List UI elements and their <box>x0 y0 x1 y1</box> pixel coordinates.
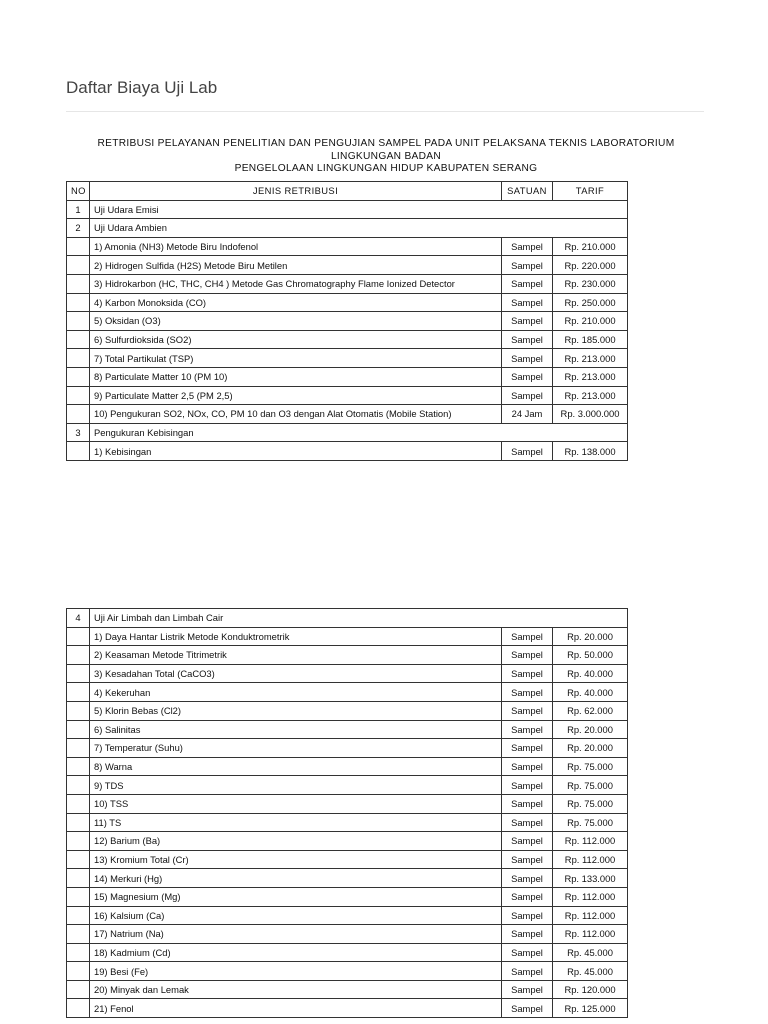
item-name-cell: 9) Particulate Matter 2,5 (PM 2,5) <box>90 386 502 405</box>
header-tarif: TARIF <box>553 182 628 201</box>
item-name-cell: 2) Keasaman Metode Titrimetrik <box>90 646 502 665</box>
row-number-cell <box>67 720 90 739</box>
item-tarif-cell: Rp. 20.000 <box>553 739 628 758</box>
header-satuan: SATUAN <box>502 182 553 201</box>
row-number-cell <box>67 237 90 256</box>
row-number-cell <box>67 739 90 758</box>
row-number-cell <box>67 850 90 869</box>
item-tarif-cell: Rp. 210.000 <box>553 312 628 331</box>
table-row <box>67 293 628 312</box>
item-tarif-cell: Rp. 20.000 <box>553 627 628 646</box>
item-name-cell: 19) Besi (Fe) <box>90 962 502 981</box>
table-row <box>67 442 628 461</box>
item-name-cell: 7) Total Partikulat (TSP) <box>90 349 502 368</box>
table-row <box>67 813 628 832</box>
item-satuan-cell: Sampel <box>502 237 553 256</box>
item-name-cell: 16) Kalsium (Ca) <box>90 906 502 925</box>
section-number: 1 <box>67 200 90 219</box>
item-satuan-cell: Sampel <box>502 850 553 869</box>
item-satuan-cell: Sampel <box>502 720 553 739</box>
item-satuan-cell: Sampel <box>502 701 553 720</box>
item-name-cell: 13) Kromium Total (Cr) <box>90 850 502 869</box>
row-number-cell <box>67 627 90 646</box>
fee-table-1 <box>66 181 628 461</box>
row-number-cell <box>67 256 90 275</box>
item-satuan-cell: Sampel <box>502 925 553 944</box>
section-label: Uji Udara Ambien <box>90 219 628 238</box>
section-number: 3 <box>67 423 90 442</box>
row-number-cell <box>67 906 90 925</box>
item-satuan-cell: Sampel <box>502 330 553 349</box>
item-tarif-cell: Rp. 50.000 <box>553 646 628 665</box>
item-name-cell: 10) TSS <box>90 794 502 813</box>
item-satuan-cell: Sampel <box>502 832 553 851</box>
item-satuan-cell: Sampel <box>502 980 553 999</box>
item-name-cell: 1) Daya Hantar Listrik Metode Konduktrometrik <box>90 627 502 646</box>
item-name-cell: 3) Kesadahan Total (CaCO3) <box>90 664 502 683</box>
table-row <box>67 367 628 386</box>
item-satuan-cell: Sampel <box>502 794 553 813</box>
row-number-cell <box>67 386 90 405</box>
document-heading-line-2: PENGELOLAAN LINGKUNGAN HIDUP KABUPATEN SERANG <box>234 163 538 174</box>
item-name-cell: 17) Natrium (Na) <box>90 925 502 944</box>
row-number-cell <box>67 794 90 813</box>
item-satuan-cell: Sampel <box>502 683 553 702</box>
row-number-cell <box>67 925 90 944</box>
row-number-cell <box>67 999 90 1018</box>
fee-table-2 <box>66 608 628 1018</box>
item-name-cell: 8) Particulate Matter 10 (PM 10) <box>90 367 502 386</box>
item-name-cell: 7) Temperatur (Suhu) <box>90 739 502 758</box>
item-tarif-cell: Rp. 3.000.000 <box>553 405 628 424</box>
table-row <box>67 794 628 813</box>
item-tarif-cell: Rp. 75.000 <box>553 813 628 832</box>
row-number-cell <box>67 683 90 702</box>
item-tarif-cell: Rp. 40.000 <box>553 683 628 702</box>
table-row <box>67 999 628 1018</box>
item-tarif-cell: Rp. 125.000 <box>553 999 628 1018</box>
item-satuan-cell: Sampel <box>502 442 553 461</box>
item-name-cell: 18) Kadmium (Cd) <box>90 943 502 962</box>
item-tarif-cell: Rp. 138.000 <box>553 442 628 461</box>
table-row <box>67 274 628 293</box>
item-tarif-cell: Rp. 112.000 <box>553 832 628 851</box>
row-number-cell <box>67 980 90 999</box>
row-number-cell <box>67 405 90 424</box>
row-number-cell <box>67 832 90 851</box>
item-name-cell: 15) Magnesium (Mg) <box>90 887 502 906</box>
item-name-cell: 2) Hidrogen Sulfida (H2S) Metode Biru Metilen <box>90 256 502 275</box>
item-name-cell: 5) Oksidan (O3) <box>90 312 502 331</box>
item-satuan-cell: Sampel <box>502 349 553 368</box>
row-number-cell <box>67 646 90 665</box>
row-number-cell <box>67 701 90 720</box>
item-tarif-cell: Rp. 75.000 <box>553 776 628 795</box>
item-tarif-cell: Rp. 20.000 <box>553 720 628 739</box>
table-row <box>67 237 628 256</box>
item-tarif-cell: Rp. 75.000 <box>553 794 628 813</box>
item-satuan-cell: Sampel <box>502 367 553 386</box>
header-no: NO <box>67 182 90 201</box>
table-row <box>67 869 628 888</box>
item-name-cell: 6) Sulfurdioksida (SO2) <box>90 330 502 349</box>
section-row <box>67 200 628 219</box>
section-label: Pengukuran Kebisingan <box>90 423 628 442</box>
item-tarif-cell: Rp. 213.000 <box>553 349 628 368</box>
item-tarif-cell: Rp. 45.000 <box>553 943 628 962</box>
item-tarif-cell: Rp. 220.000 <box>553 256 628 275</box>
item-name-cell: 6) Salinitas <box>90 720 502 739</box>
row-number-cell <box>67 274 90 293</box>
item-tarif-cell: Rp. 112.000 <box>553 850 628 869</box>
item-tarif-cell: Rp. 213.000 <box>553 367 628 386</box>
section-number: 2 <box>67 219 90 238</box>
row-number-cell <box>67 664 90 683</box>
item-satuan-cell: Sampel <box>502 962 553 981</box>
item-satuan-cell: Sampel <box>502 906 553 925</box>
table-row <box>67 925 628 944</box>
item-tarif-cell: Rp. 112.000 <box>553 887 628 906</box>
item-tarif-cell: Rp. 112.000 <box>553 906 628 925</box>
item-name-cell: 3) Hidrokarbon (HC, THC, CH4 ) Metode Gas Chromatography Flame Ionized Detector <box>90 274 502 293</box>
item-name-cell: 5) Klorin Bebas (Cl2) <box>90 701 502 720</box>
item-name-cell: 1) Amonia (NH3) Metode Biru Indofenol <box>90 237 502 256</box>
item-name-cell: 14) Merkuri (Hg) <box>90 869 502 888</box>
document-heading <box>66 138 706 176</box>
item-tarif-cell: Rp. 213.000 <box>553 386 628 405</box>
item-tarif-cell: Rp. 40.000 <box>553 664 628 683</box>
table-row <box>67 701 628 720</box>
table-row <box>67 627 628 646</box>
section-row <box>67 219 628 238</box>
table-row <box>67 256 628 275</box>
row-number-cell <box>67 293 90 312</box>
item-satuan-cell: Sampel <box>502 386 553 405</box>
item-tarif-cell: Rp. 185.000 <box>553 330 628 349</box>
item-satuan-cell: 24 Jam <box>502 405 553 424</box>
title-divider <box>66 111 704 112</box>
row-number-cell <box>67 442 90 461</box>
table-row <box>67 330 628 349</box>
item-satuan-cell: Sampel <box>502 999 553 1018</box>
item-tarif-cell: Rp. 62.000 <box>553 701 628 720</box>
row-number-cell <box>67 943 90 962</box>
table-row <box>67 349 628 368</box>
item-satuan-cell: Sampel <box>502 943 553 962</box>
item-name-cell: 9) TDS <box>90 776 502 795</box>
section-row <box>67 609 628 628</box>
item-satuan-cell: Sampel <box>502 256 553 275</box>
row-number-cell <box>67 887 90 906</box>
row-number-cell <box>67 312 90 331</box>
row-number-cell <box>67 349 90 368</box>
item-name-cell: 11) TS <box>90 813 502 832</box>
item-tarif-cell: Rp. 75.000 <box>553 757 628 776</box>
item-satuan-cell: Sampel <box>502 757 553 776</box>
table-row <box>67 405 628 424</box>
table-row <box>67 386 628 405</box>
item-satuan-cell: Sampel <box>502 274 553 293</box>
table-row <box>67 832 628 851</box>
table-row <box>67 683 628 702</box>
item-tarif-cell: Rp. 210.000 <box>553 237 628 256</box>
fee-table-2-body <box>67 609 628 1018</box>
item-satuan-cell: Sampel <box>502 293 553 312</box>
section-label: Uji Udara Emisi <box>90 200 628 219</box>
row-number-cell <box>67 330 90 349</box>
table-row <box>67 312 628 331</box>
item-satuan-cell: Sampel <box>502 664 553 683</box>
row-number-cell <box>67 869 90 888</box>
item-satuan-cell: Sampel <box>502 646 553 665</box>
table-row <box>67 776 628 795</box>
table-row <box>67 887 628 906</box>
table-row <box>67 962 628 981</box>
page-title: Daftar Biaya Uji Lab <box>66 78 218 97</box>
table-row <box>67 720 628 739</box>
item-tarif-cell: Rp. 230.000 <box>553 274 628 293</box>
item-satuan-cell: Sampel <box>502 887 553 906</box>
document-heading-line-1: RETRIBUSI PELAYANAN PENELITIAN DAN PENGUJIAN SAMPEL PADA UNIT PELAKSANA TEKNIS LABORATORIUM LINGKUNGAN BADAN <box>97 138 675 162</box>
fee-table-1-body <box>67 200 628 460</box>
table-row <box>67 739 628 758</box>
section-label: Uji Air Limbah dan Limbah Cair <box>90 609 628 628</box>
item-satuan-cell: Sampel <box>502 813 553 832</box>
item-name-cell: 1) Kebisingan <box>90 442 502 461</box>
table-row <box>67 646 628 665</box>
item-satuan-cell: Sampel <box>502 739 553 758</box>
table-row <box>67 757 628 776</box>
table-row <box>67 943 628 962</box>
item-tarif-cell: Rp. 133.000 <box>553 869 628 888</box>
table-row <box>67 850 628 869</box>
item-name-cell: 8) Warna <box>90 757 502 776</box>
row-number-cell <box>67 367 90 386</box>
table-row <box>67 980 628 999</box>
item-satuan-cell: Sampel <box>502 627 553 646</box>
row-number-cell <box>67 813 90 832</box>
header-jenis-retribusi: JENIS RETRIBUSI <box>90 182 502 201</box>
item-tarif-cell: Rp. 112.000 <box>553 925 628 944</box>
section-row <box>67 423 628 442</box>
item-tarif-cell: Rp. 250.000 <box>553 293 628 312</box>
item-satuan-cell: Sampel <box>502 869 553 888</box>
item-name-cell: 20) Minyak dan Lemak <box>90 980 502 999</box>
item-satuan-cell: Sampel <box>502 312 553 331</box>
section-number: 4 <box>67 609 90 628</box>
item-tarif-cell: Rp. 120.000 <box>553 980 628 999</box>
item-name-cell: 21) Fenol <box>90 999 502 1018</box>
item-name-cell: 12) Barium (Ba) <box>90 832 502 851</box>
row-number-cell <box>67 962 90 981</box>
item-name-cell: 4) Kekeruhan <box>90 683 502 702</box>
item-name-cell: 10) Pengukuran SO2, NOx, CO, PM 10 dan O3 dengan Alat Otomatis (Mobile Station) <box>90 405 502 424</box>
table-row <box>67 906 628 925</box>
item-satuan-cell: Sampel <box>502 776 553 795</box>
item-name-cell: 4) Karbon Monoksida (CO) <box>90 293 502 312</box>
table-row <box>67 664 628 683</box>
item-tarif-cell: Rp. 45.000 <box>553 962 628 981</box>
table-header-row <box>67 182 628 201</box>
row-number-cell <box>67 776 90 795</box>
row-number-cell <box>67 757 90 776</box>
